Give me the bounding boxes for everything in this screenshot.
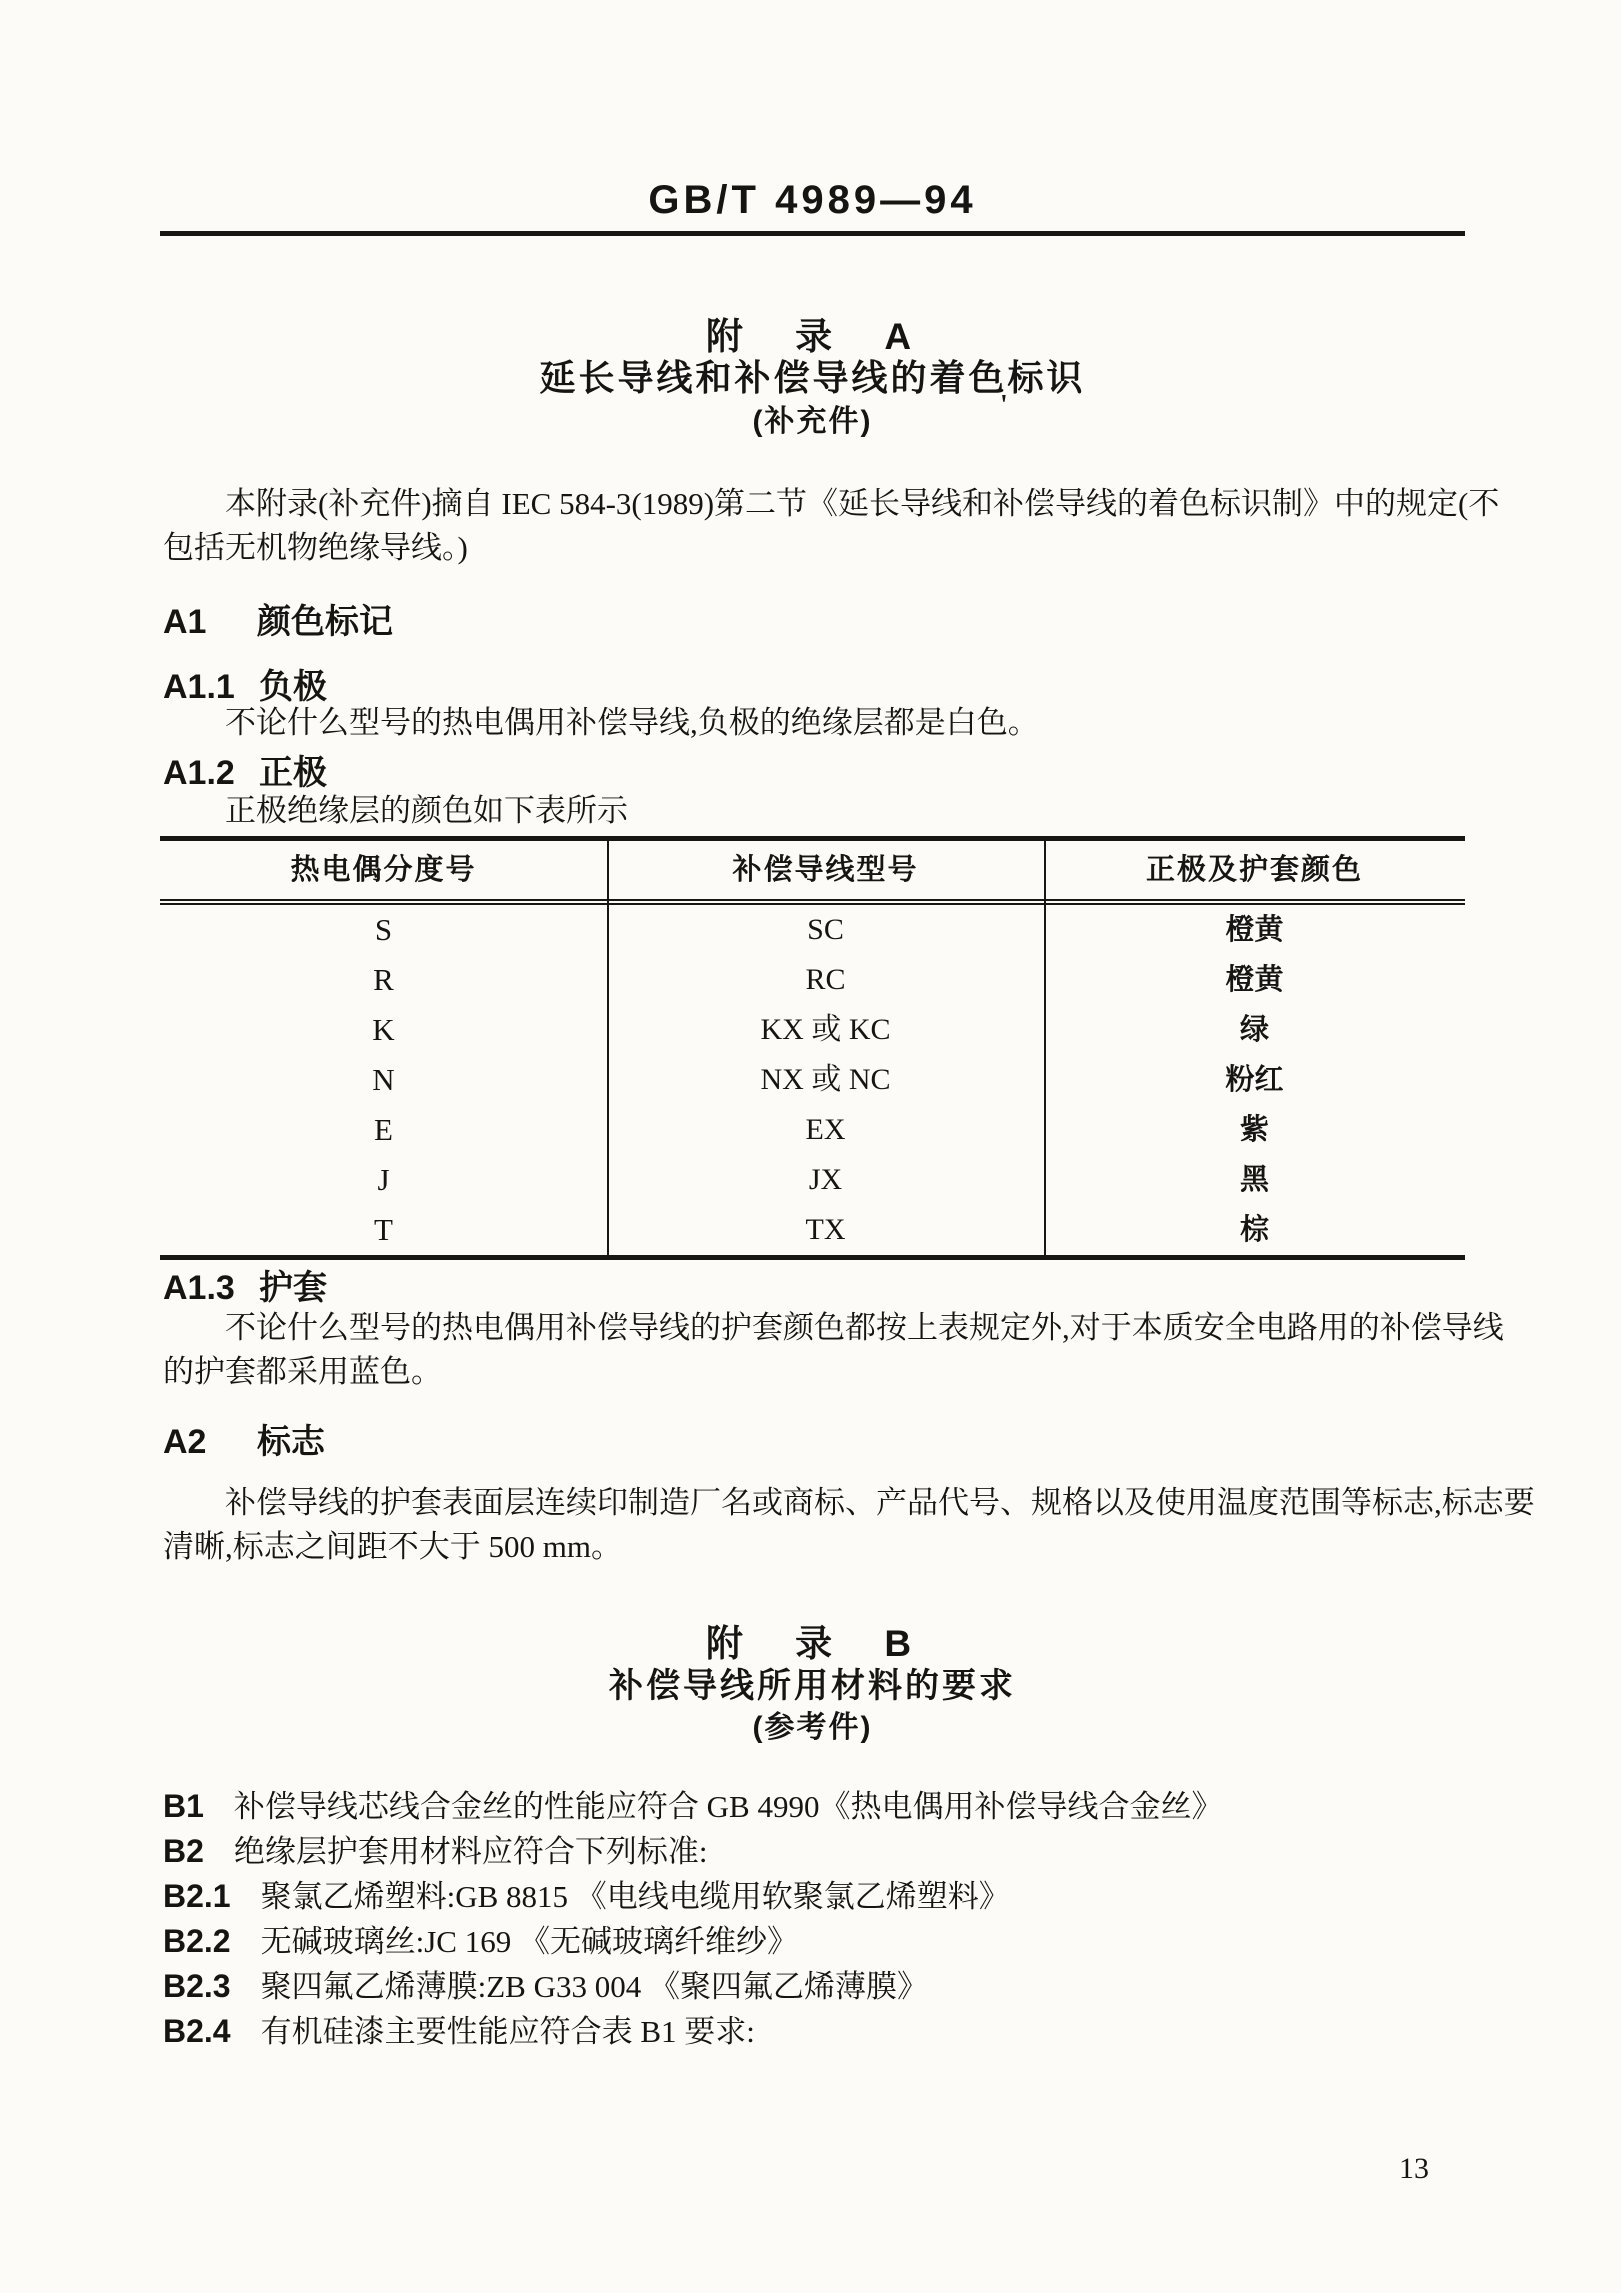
intro-line-2: 包括无机物绝缘导线。) <box>163 530 468 565</box>
section-a1-title: 颜色标记 <box>257 603 393 641</box>
section-a1-2-label: A1.2 <box>163 754 235 792</box>
list-item <box>163 2009 1468 2054</box>
table-column-divider <box>607 841 609 1255</box>
table-row <box>160 1105 1465 1155</box>
table-cell-type: SC <box>807 913 844 946</box>
table-cell-type: EX <box>805 1113 846 1146</box>
table-cell-color: 黑 <box>1239 1164 1269 1196</box>
header-rule <box>160 231 1465 236</box>
section-a1-3-label: A1.3 <box>163 1269 235 1307</box>
table-cell-color: 橙黄 <box>1225 964 1284 996</box>
list-item <box>163 1784 1468 1829</box>
table-row <box>160 1155 1465 1205</box>
b-item-label: B2.1 <box>163 1878 231 1914</box>
section-a1-3-title: 护套 <box>259 1269 327 1307</box>
b-item-label: B2.2 <box>163 1923 231 1959</box>
list-item <box>163 1919 1468 1964</box>
a1-3-body-line-1: 不论什么型号的热电偶用补偿导线的护套颜色都按上表规定外,对于本质安全电路用的补偿导线 <box>225 1310 1504 1345</box>
table-header-grade: 热电偶分度号 <box>290 854 477 886</box>
table-cell-grade: N <box>372 1062 395 1097</box>
section-a1-1-label: A1.1 <box>163 668 235 706</box>
table-row <box>160 1055 1465 1105</box>
section-a1-2-heading <box>163 745 327 794</box>
list-item <box>163 1829 1468 1874</box>
b-item-text: 聚四氟乙烯薄膜:ZB G33 004 《聚四氟乙烯薄膜》 <box>260 1969 928 2004</box>
appendix-a-heading: 附 录 A <box>705 316 920 357</box>
doc-code: GB/T 4989—94 <box>648 178 977 222</box>
section-a1-2-body: 正极绝缘层的颜色如下表所示 <box>225 793 628 828</box>
table-row <box>160 905 1465 955</box>
b-item-label: B2 <box>163 1833 204 1869</box>
section-a2-label: A2 <box>163 1423 207 1461</box>
page-number: 13 <box>1399 2152 1429 2185</box>
b-item-label: B1 <box>163 1788 204 1824</box>
a2-body-line-2: 清晰,标志之间距不大于 500 mm。 <box>163 1529 622 1564</box>
table-row <box>160 955 1465 1005</box>
appendix-b-heading: 附 录 B <box>705 1623 920 1664</box>
section-a1-1-title: 负极 <box>259 668 327 706</box>
section-a1-2-title: 正极 <box>259 754 327 792</box>
appendix-a-title: 延长导线和补偿导线的着色标识 <box>539 357 1086 398</box>
intro-line-1: 本附录(补充件)摘自 IEC 584-3(1989)第二节《延长导线和补偿导线的着色标识制》中的规定(不 <box>225 486 1500 521</box>
table-cell-color: 绿 <box>1239 1014 1269 1046</box>
appendix-b-items <box>163 1784 1468 2054</box>
color-code-table <box>160 836 1465 1260</box>
table-cell-color: 粉红 <box>1225 1064 1284 1096</box>
appendix-a-subtitle: (补充件) <box>752 405 873 438</box>
table-cell-grade: K <box>372 1012 395 1047</box>
a1-3-body-line-2: 的护套都采用蓝色。 <box>163 1354 442 1389</box>
appendix-b-title: 补偿导线所用材料的要求 <box>609 1667 1016 1705</box>
list-item <box>163 1964 1468 2009</box>
b-item-text: 有机硅漆主要性能应符合表 B1 要求: <box>260 2014 755 2049</box>
table-cell-type: NX 或 NC <box>760 1063 891 1096</box>
table-cell-grade: J <box>377 1162 390 1197</box>
section-a2-body <box>163 1481 1535 1569</box>
section-a1-3-heading <box>163 1260 327 1309</box>
appendix-b-subtitle: (参考件) <box>752 1711 873 1744</box>
section-a1-heading <box>163 594 393 643</box>
table-cell-type: RC <box>805 963 846 996</box>
table-cell-grade: E <box>374 1112 393 1147</box>
table-cell-grade: T <box>374 1212 393 1247</box>
b-item-text: 聚氯乙烯塑料:GB 8815 《电线电缆用软聚氯乙烯塑料》 <box>260 1879 1010 1914</box>
a2-body-line-1: 补偿导线的护套表面层连续印制造厂名或商标、产品代号、规格以及使用温度范围等标志,标志要 <box>225 1485 1535 1520</box>
table-cell-grade: R <box>373 962 394 997</box>
table-column-divider <box>1044 841 1046 1255</box>
table-cell-color: 橙黄 <box>1225 914 1284 946</box>
b-item-label: B2.3 <box>163 1968 231 2004</box>
table-header-row <box>160 841 1465 905</box>
b-item-text: 无碱玻璃丝:JC 169 《无碱玻璃纤维纱》 <box>260 1924 798 1959</box>
table-cell-type: JX <box>808 1163 843 1196</box>
section-a1-3-body <box>163 1306 1504 1394</box>
b-item-text: 绝缘层护套用材料应符合下列标准: <box>233 1834 708 1869</box>
table-header-color: 正极及护套颜色 <box>1145 854 1363 886</box>
section-a1-1-body: 不论什么型号的热电偶用补偿导线,负极的绝缘层都是白色。 <box>225 705 1039 740</box>
section-a2-title: 标志 <box>257 1423 325 1461</box>
table-row <box>160 1005 1465 1055</box>
table-cell-grade: S <box>374 912 393 947</box>
list-item <box>163 1874 1468 1919</box>
section-a1-label: A1 <box>163 603 207 641</box>
table-cell-type: KX 或 KC <box>760 1013 891 1046</box>
appendix-a-intro <box>163 482 1500 570</box>
section-a2-heading <box>163 1414 325 1463</box>
stray-scan-mark: ' <box>1000 390 1008 421</box>
table-row <box>160 1205 1465 1255</box>
table-cell-color: 棕 <box>1239 1214 1269 1246</box>
table-cell-color: 紫 <box>1239 1114 1269 1146</box>
b-item-text: 补偿导线芯线合金丝的性能应符合 GB 4990《热电偶用补偿导线合金丝》 <box>233 1789 1223 1824</box>
table-cell-type: TX <box>805 1213 846 1246</box>
b-item-label: B2.4 <box>163 2013 231 2049</box>
table-header-type: 补偿导线型号 <box>732 854 919 886</box>
